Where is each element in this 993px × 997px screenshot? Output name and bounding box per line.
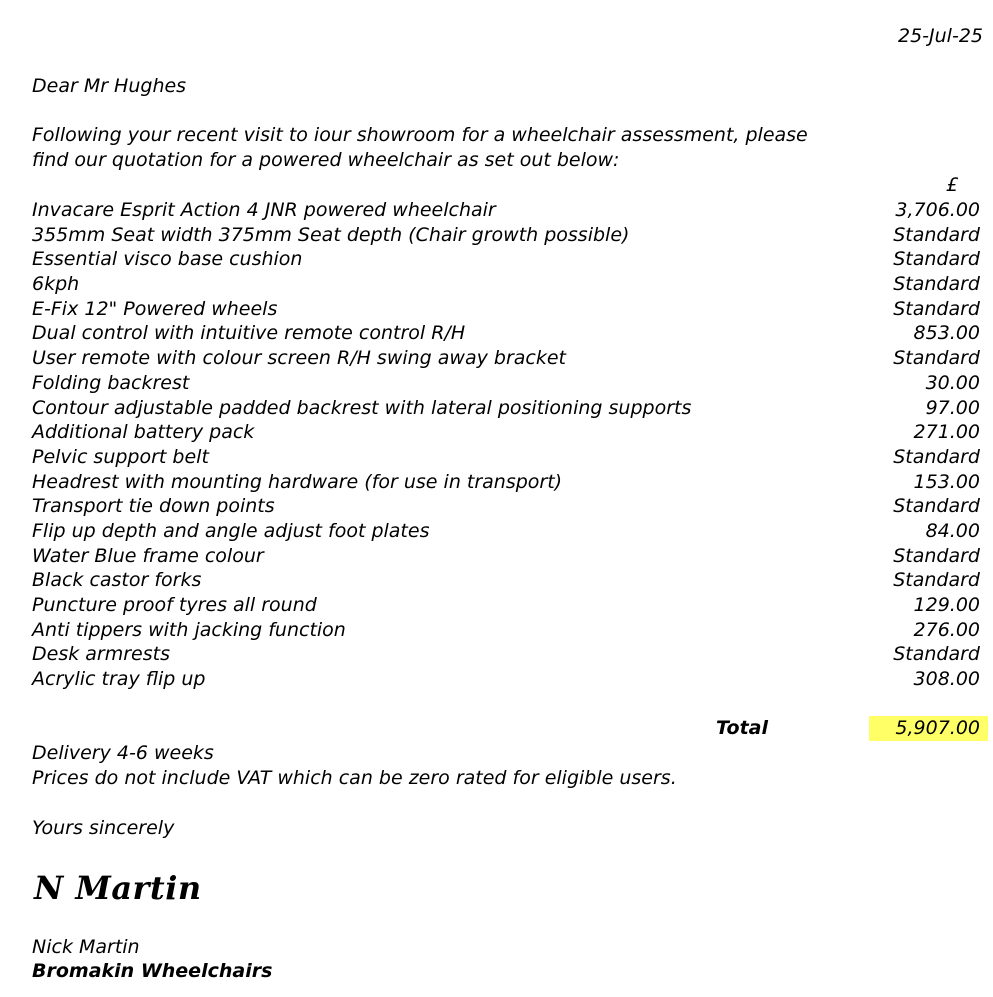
letter-date: 25-Jul-25 xyxy=(898,25,983,47)
item-price: 853.00 xyxy=(913,322,980,345)
item-description: E-Fix 12" Powered wheels xyxy=(32,297,278,320)
item-description: Flip up depth and angle adjust foot plates xyxy=(32,519,430,542)
item-price: Standard xyxy=(893,569,980,592)
item-price: 30.00 xyxy=(925,371,980,394)
company-name: Bromakin Wheelchairs xyxy=(32,960,273,982)
line-item xyxy=(32,321,982,346)
item-description: Pelvic support belt xyxy=(32,445,209,468)
item-description: Transport tie down points xyxy=(32,495,275,518)
item-price: Standard xyxy=(893,248,980,271)
item-description: Invacare Esprit Action 4 JNR powered wheelchair xyxy=(32,199,496,221)
line-item xyxy=(32,247,982,272)
item-price: 276.00 xyxy=(913,618,980,641)
item-price: Standard xyxy=(893,297,980,320)
item-description: 6kph xyxy=(32,273,80,296)
item-price: Standard xyxy=(893,223,980,246)
item-price: 153.00 xyxy=(913,470,980,493)
line-item xyxy=(32,371,982,396)
line-item xyxy=(32,519,982,544)
item-description: Black castor forks xyxy=(32,569,202,592)
item-price: Standard xyxy=(893,544,980,567)
total-value: 5,907.00 xyxy=(869,716,988,741)
item-description: User remote with colour screen R/H swing away bracket xyxy=(32,347,566,370)
line-item xyxy=(32,198,982,223)
salutation: Dear Mr Hughes xyxy=(32,75,187,97)
item-description: Headrest with mounting hardware (for use in transport) xyxy=(32,470,563,493)
line-item xyxy=(32,420,982,445)
item-description: 355mm Seat width 375mm Seat depth (Chair growth possible) xyxy=(32,223,630,246)
line-item xyxy=(32,593,982,618)
item-description: Dual control with intuitive remote control R/H xyxy=(32,322,466,345)
line-item xyxy=(32,642,982,667)
item-description: Additional battery pack xyxy=(32,421,255,444)
line-item xyxy=(32,544,982,569)
signatory-name: Nick Martin xyxy=(32,936,140,958)
line-item xyxy=(32,297,982,322)
line-item xyxy=(32,346,982,371)
item-price: Standard xyxy=(893,495,980,518)
quotation-items xyxy=(32,198,982,692)
intro-line: find our quotation for a powered wheelchair as set out below: xyxy=(32,148,620,171)
line-item xyxy=(32,494,982,519)
line-item xyxy=(32,618,982,643)
item-price: 97.00 xyxy=(925,396,980,419)
delivery-note: Delivery 4-6 weeks xyxy=(32,742,214,764)
item-price: 271.00 xyxy=(913,421,980,444)
item-description: Acrylic tray flip up xyxy=(32,668,206,691)
item-price: 129.00 xyxy=(913,594,980,616)
item-description: Essential visco base cushion xyxy=(32,248,303,271)
vat-note: Prices do not include VAT which can be zero rated for eligible users. xyxy=(32,767,677,789)
line-item xyxy=(32,272,982,297)
line-item xyxy=(32,223,982,248)
currency-symbol: £ xyxy=(946,174,959,196)
item-price: 3,706.00 xyxy=(895,199,980,221)
item-description: Anti tippers with jacking function xyxy=(32,618,346,641)
item-price: Standard xyxy=(893,347,980,370)
line-item xyxy=(32,445,982,470)
item-price: 308.00 xyxy=(913,668,980,691)
item-price: Standard xyxy=(893,445,980,468)
line-item xyxy=(32,470,982,495)
line-item xyxy=(32,396,982,421)
item-description: Desk armrests xyxy=(32,643,170,666)
line-item xyxy=(32,568,982,593)
item-description: Water Blue frame colour xyxy=(32,544,264,567)
total-label: Total xyxy=(716,717,768,739)
signature: N Martin xyxy=(34,869,202,907)
item-price: 84.00 xyxy=(925,519,980,542)
item-description: Puncture proof tyres all round xyxy=(32,594,317,616)
intro-line: Following your recent visit to iour showroom for a wheelchair assessment, please xyxy=(32,124,808,146)
item-price: Standard xyxy=(893,643,980,666)
line-item xyxy=(32,667,982,692)
intro-paragraph xyxy=(32,123,808,172)
item-description: Folding backrest xyxy=(32,371,190,394)
closing: Yours sincerely xyxy=(32,817,175,839)
item-description: Contour adjustable padded backrest with lateral positioning supports xyxy=(32,396,692,419)
item-price: Standard xyxy=(893,273,980,296)
